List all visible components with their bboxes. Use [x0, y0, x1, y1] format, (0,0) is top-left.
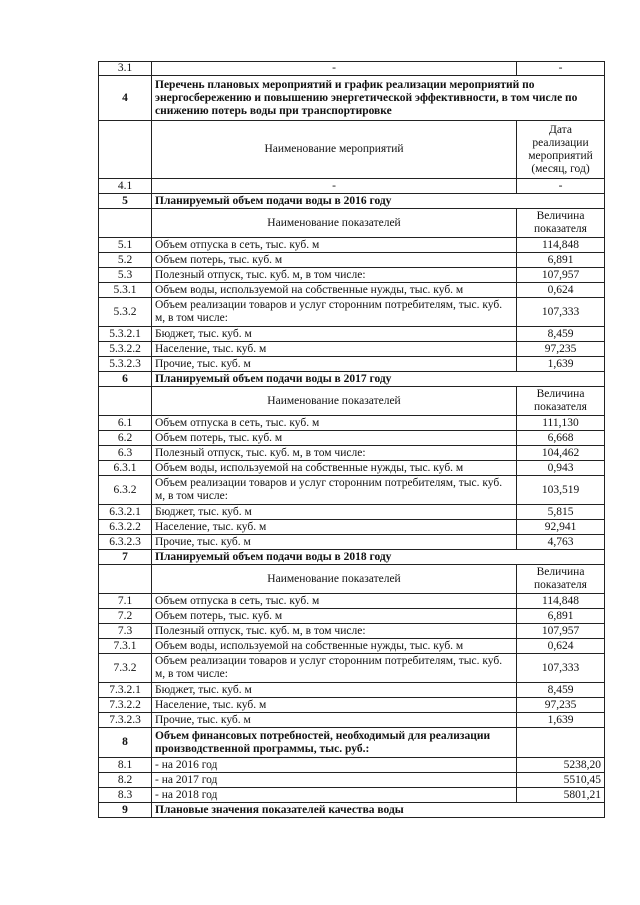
column-header-value: Дата реализации мероприятий (месяц, год) [517, 121, 605, 179]
section-row [99, 803, 605, 818]
row-number: 6.3 [99, 446, 152, 461]
section-title: Плановые значения показателей качества воды [152, 803, 605, 818]
section-title: Планируемый объем подачи воды в 2016 году [152, 194, 605, 209]
row-number: 5.3.1 [99, 283, 152, 298]
row-label: - [152, 179, 517, 194]
row-value: 92,941 [517, 520, 605, 535]
row-number: 5.2 [99, 253, 152, 268]
row-value: 1,639 [517, 357, 605, 372]
row-value: 5510,45 [517, 773, 605, 788]
table-row [99, 357, 605, 372]
row-label: Объем воды, используемой на собственные нужды, тыс. куб. м [152, 639, 517, 654]
column-header-name: Наименование показателей [152, 209, 517, 238]
row-number: 7.3 [99, 624, 152, 639]
section-number: 7 [99, 550, 152, 565]
row-number: 8.3 [99, 788, 152, 803]
table-row [99, 535, 605, 550]
row-number: 4.1 [99, 179, 152, 194]
section-number: 9 [99, 803, 152, 818]
row-label: Объем финансовых потребностей, необходимый для реализации производственной программы, тыс. руб.: [152, 728, 517, 758]
row-number: 7.1 [99, 594, 152, 609]
row-label: Объем воды, используемой на собственные нужды, тыс. куб. м [152, 283, 517, 298]
row-number: 7.3.2.2 [99, 698, 152, 713]
row-value: 114,848 [517, 238, 605, 253]
section-row [99, 76, 605, 121]
table-row [99, 268, 605, 283]
section-number: 6 [99, 372, 152, 387]
row-number: 6.3.2.3 [99, 535, 152, 550]
table-row [99, 179, 605, 194]
row-number: 3.1 [99, 62, 152, 76]
row-label: Объем потерь, тыс. куб. м [152, 609, 517, 624]
section-row [99, 194, 605, 209]
table-row [99, 683, 605, 698]
table-row [99, 639, 605, 654]
column-header-row [99, 121, 605, 179]
row-label: Объем потерь, тыс. куб. м [152, 253, 517, 268]
row-number: 6.2 [99, 431, 152, 446]
row-label: Население, тыс. куб. м [152, 342, 517, 357]
table-row [99, 238, 605, 253]
column-header-name: Наименование мероприятий [152, 121, 517, 179]
row-label: - [152, 62, 517, 76]
row-label: - на 2017 год [152, 773, 517, 788]
column-header-name: Наименование показателей [152, 565, 517, 594]
row-label: Объем реализации товаров и услуг сторонним потребителям, тыс. куб. м, в том числе: [152, 654, 517, 683]
row-label: Объем отпуска в сеть, тыс. куб. м [152, 238, 517, 253]
row-value: 107,957 [517, 624, 605, 639]
table-row [99, 342, 605, 357]
table-row [99, 461, 605, 476]
row-value: 97,235 [517, 698, 605, 713]
column-header-value: Величина показателя [517, 387, 605, 416]
header-number-cell [99, 565, 152, 594]
section-title: Перечень плановых мероприятий и график реализации мероприятий по энергосбережению и повышению энергетической эффективности, в том числе по снижению потерь воды при транспортировке [152, 76, 605, 121]
row-label: Объем отпуска в сеть, тыс. куб. м [152, 594, 517, 609]
column-header-value: Величина показателя [517, 565, 605, 594]
row-label: Бюджет, тыс. куб. м [152, 505, 517, 520]
section-row [99, 550, 605, 565]
table-row [99, 594, 605, 609]
row-value: 114,848 [517, 594, 605, 609]
row-value: 0,943 [517, 461, 605, 476]
row-value: 1,639 [517, 713, 605, 728]
row-number: 7.3.2.3 [99, 713, 152, 728]
row-value: 0,624 [517, 283, 605, 298]
indicators-table-body [99, 62, 605, 818]
row-value: 5801,21 [517, 788, 605, 803]
row-label: Бюджет, тыс. куб. м [152, 683, 517, 698]
row-label: Полезный отпуск, тыс. куб. м, в том числе: [152, 624, 517, 639]
table-row [99, 773, 605, 788]
indicators-table [98, 61, 605, 818]
table-row [99, 446, 605, 461]
row-label: Население, тыс. куб. м [152, 520, 517, 535]
row-label: Полезный отпуск, тыс. куб. м, в том числе: [152, 446, 517, 461]
table-row [99, 698, 605, 713]
row-value: 5,815 [517, 505, 605, 520]
table-row [99, 505, 605, 520]
row-number: 5.3.2.1 [99, 327, 152, 342]
row-value [517, 728, 605, 758]
table-row [99, 253, 605, 268]
row-number: 6.3.2.1 [99, 505, 152, 520]
table-row [99, 728, 605, 758]
row-label: Объем реализации товаров и услуг сторонним потребителям, тыс. куб. м, в том числе: [152, 298, 517, 327]
row-number: 7.3.2 [99, 654, 152, 683]
row-label: Прочие, тыс. куб. м [152, 713, 517, 728]
section-number: 5 [99, 194, 152, 209]
row-number: 7.2 [99, 609, 152, 624]
table-row [99, 520, 605, 535]
table-row [99, 758, 605, 773]
row-label: Население, тыс. куб. м [152, 698, 517, 713]
row-value: 107,333 [517, 654, 605, 683]
table-row [99, 713, 605, 728]
row-label: Объем отпуска в сеть, тыс. куб. м [152, 416, 517, 431]
section-title: Планируемый объем подачи воды в 2018 году [152, 550, 605, 565]
column-header-row [99, 209, 605, 238]
table-row [99, 624, 605, 639]
table-row [99, 283, 605, 298]
row-value: 8,459 [517, 683, 605, 698]
row-number: 6.3.1 [99, 461, 152, 476]
row-value: - [517, 179, 605, 194]
table-row [99, 416, 605, 431]
row-number: 5.3.2.3 [99, 357, 152, 372]
row-number: 8.2 [99, 773, 152, 788]
row-label: Объем реализации товаров и услуг сторонним потребителям, тыс. куб. м, в том числе: [152, 476, 517, 505]
row-value: 5238,20 [517, 758, 605, 773]
row-number: 8.1 [99, 758, 152, 773]
row-value: 107,957 [517, 268, 605, 283]
header-number-cell [99, 209, 152, 238]
row-label: Полезный отпуск, тыс. куб. м, в том числе: [152, 268, 517, 283]
table-row [99, 788, 605, 803]
row-label: Бюджет, тыс. куб. м [152, 327, 517, 342]
row-value: 107,333 [517, 298, 605, 327]
row-number: 6.3.2 [99, 476, 152, 505]
row-value: 8,459 [517, 327, 605, 342]
row-value: 0,624 [517, 639, 605, 654]
row-number: 5.1 [99, 238, 152, 253]
row-label: Объем потерь, тыс. куб. м [152, 431, 517, 446]
table-row [99, 609, 605, 624]
row-value: 6,891 [517, 609, 605, 624]
header-number-cell [99, 121, 152, 179]
row-number: 5.3 [99, 268, 152, 283]
section-title: Планируемый объем подачи воды в 2017 году [152, 372, 605, 387]
row-label: Прочие, тыс. куб. м [152, 535, 517, 550]
table-row [99, 654, 605, 683]
column-header-row [99, 565, 605, 594]
row-value: - [517, 62, 605, 76]
table-row [99, 327, 605, 342]
row-value: 97,235 [517, 342, 605, 357]
table-row [99, 476, 605, 505]
section-row [99, 372, 605, 387]
row-value: 6,891 [517, 253, 605, 268]
row-label: Прочие, тыс. куб. м [152, 357, 517, 372]
row-number: 5.3.2 [99, 298, 152, 327]
column-header-value: Величина показателя [517, 209, 605, 238]
row-label: Объем воды, используемой на собственные нужды, тыс. куб. м [152, 461, 517, 476]
row-number: 7.3.1 [99, 639, 152, 654]
row-number: 6.1 [99, 416, 152, 431]
row-value: 103,519 [517, 476, 605, 505]
row-number: 5.3.2.2 [99, 342, 152, 357]
row-label: - на 2018 год [152, 788, 517, 803]
header-number-cell [99, 387, 152, 416]
row-value: 104,462 [517, 446, 605, 461]
row-number: 6.3.2.2 [99, 520, 152, 535]
row-value: 4,763 [517, 535, 605, 550]
table-row [99, 298, 605, 327]
row-value: 111,130 [517, 416, 605, 431]
column-header-row [99, 387, 605, 416]
section-number: 4 [99, 76, 152, 121]
row-label: - на 2016 год [152, 758, 517, 773]
column-header-name: Наименование показателей [152, 387, 517, 416]
table-row [99, 431, 605, 446]
table-row [99, 62, 605, 76]
row-number: 7.3.2.1 [99, 683, 152, 698]
row-value: 6,668 [517, 431, 605, 446]
row-number: 8 [99, 728, 152, 758]
